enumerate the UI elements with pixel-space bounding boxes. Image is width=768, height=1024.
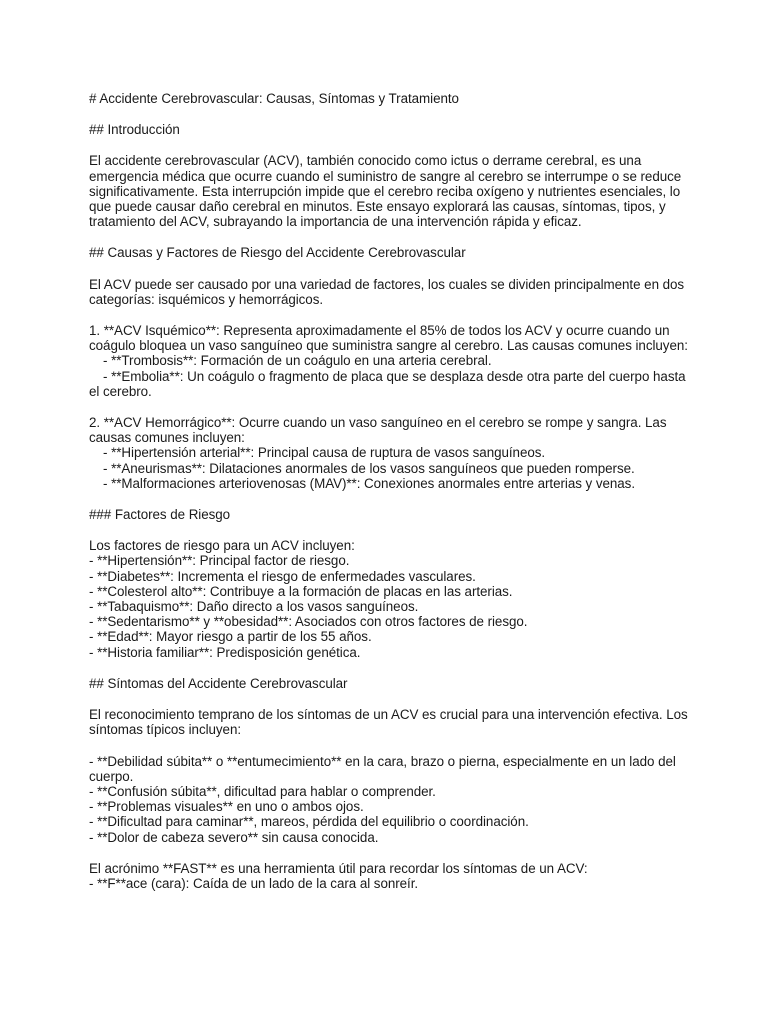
risk-item: - **Edad**: Mayor riesgo a partir de los 55 años. <box>89 629 372 645</box>
symptoms-heading: ## Síntomas del Accidente Cerebrovascular <box>89 675 348 691</box>
ischemic-item: 1. **ACV Isquémico**: Representa aproximadamente el 85% de todos los ACV y ocurre cuando un coágulo bloquea un vaso sanguíneo que suministra sangre al cerebro. Las causas comunes incluyen: <box>89 323 688 354</box>
ischemic-subitem: - **Trombosis**: Formación de un coágulo en una arteria cerebral. <box>103 353 492 369</box>
risk-item: - **Colesterol alto**: Contribuye a la formación de placas en las arterias. <box>89 583 513 599</box>
risk-heading: ### Factores de Riesgo <box>89 507 231 523</box>
hemorrhagic-item: 2. **ACV Hemorrágico**: Ocurre cuando un vaso sanguíneo en el cerebro se rompe y sangra. Las causas comunes incluyen: <box>89 415 671 446</box>
risk-intro: Los factores de riesgo para un ACV incluyen: <box>89 538 355 554</box>
hemorrhagic-subitem: - **Hipertensión arterial**: Principal causa de ruptura de vasos sanguíneos. <box>103 445 546 461</box>
risk-item: - **Tabaquismo**: Daño directo a los vasos sanguíneos. <box>89 599 419 615</box>
document-title: # Accidente Cerebrovascular: Causas, Síntomas y Tratamiento <box>89 91 459 106</box>
symptoms-paragraph: El reconocimiento temprano de los síntomas de un ACV es crucial para una intervención efectiva. Los síntomas típicos incluyen: <box>89 707 692 738</box>
symptom-item: - **Confusión súbita**, dificultad para hablar o comprender. <box>89 783 436 799</box>
symptom-item: - **Debilidad súbita** o **entumecimiento** en la cara, brazo o pierna, especialmente en un lado del cuerpo. <box>89 753 680 784</box>
risk-item: - **Sedentarismo** y **obesidad**: Asociados con otros factores de riesgo. <box>89 614 528 630</box>
hemorrhagic-subitem: - **Malformaciones arteriovenosas (MAV)**: Conexiones anormales entre arterias y venas. <box>103 475 636 491</box>
symptom-item: - **Dolor de cabeza severo** sin causa conocida. <box>89 829 379 845</box>
fast-paragraph: El acrónimo **FAST** es una herramienta útil para recordar los síntomas de un ACV: <box>89 860 588 876</box>
causes-heading: ## Causas y Factores de Riesgo del Accidente Cerebrovascular <box>89 245 466 261</box>
intro-paragraph: El accidente cerebrovascular (ACV), también conocido como ictus o derrame cerebral, es una emergencia médica que ocurre cuando el suministro de sangre al cerebro se interrumpe o se reduce significativamente. Esta interrupción impide que el cerebro reciba oxígeno y nutrientes esenciales, lo que puede causar daño cerebral en minutos. Este ensayo explorará las causas, síntomas, tipos, y tratamiento del ACV, subrayando la importancia de una intervención rápida y eficaz. <box>89 153 685 230</box>
symptom-item: - **Problemas visuales** en uno o ambos ojos. <box>89 799 364 815</box>
risk-item: - **Historia familiar**: Predisposición genética. <box>89 644 361 660</box>
symptom-item: - **Dificultad para caminar**, mareos, pérdida del equilibrio o coordinación. <box>89 814 529 830</box>
risk-item: - **Hipertensión**: Principal factor de riesgo. <box>89 553 350 569</box>
ischemic-subitem: - **Embolia**: Un coágulo o fragmento de placa que se desplaza desde otra parte del cuerpo hasta el cerebro. <box>89 368 690 399</box>
intro-heading: ## Introducción <box>89 122 180 138</box>
risk-item: - **Diabetes**: Incrementa el riesgo de enfermedades vasculares. <box>89 568 476 584</box>
hemorrhagic-subitem: - **Aneurismas**: Dilataciones anormales de los vasos sanguíneos que pueden romperse. <box>103 460 635 476</box>
document-page <box>89 91 692 891</box>
causes-paragraph: El ACV puede ser causado por una variedad de factores, los cuales se dividen principalmente en dos categorías: isquémicos y hemorrágicos. <box>89 276 688 307</box>
fast-item: - **F**ace (cara): Caída de un lado de la cara al sonreír. <box>89 875 419 891</box>
